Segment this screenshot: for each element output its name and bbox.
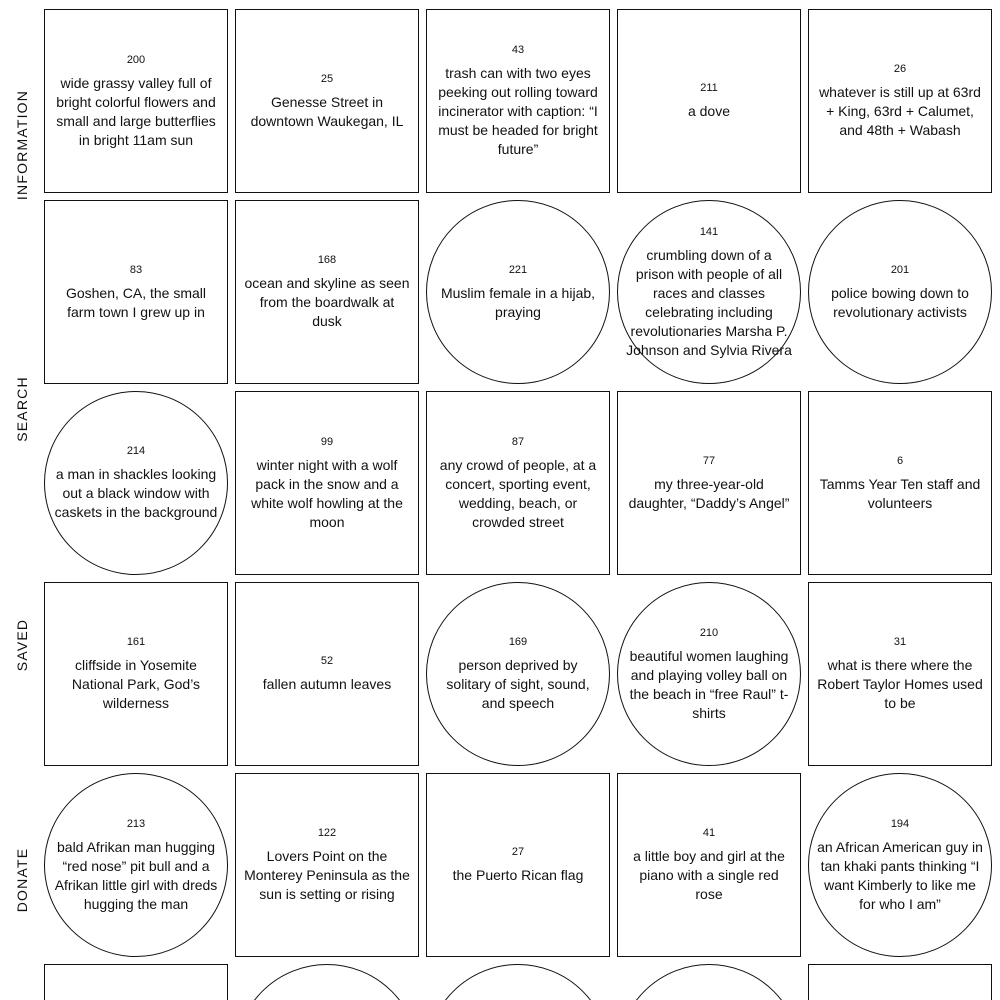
request-number: 6 bbox=[896, 454, 904, 467]
request-description: beautiful women laughing and playing volley ball on the beach in “free Raul” t-shirts bbox=[629, 647, 789, 721]
request-description: fallen autumn leaves bbox=[262, 676, 392, 692]
request-number: 221 bbox=[508, 263, 528, 276]
request-description: wide grassy valley full of bright colorful flowers and small and large butterflies in bright 11am sun bbox=[56, 74, 216, 148]
request-description: ocean and skyline as seen from the boardwalk at dusk bbox=[244, 275, 410, 329]
request-number: 43 bbox=[511, 44, 525, 56]
request-description: winter night with a wolf pack in the snow and a white wolf howling at the moon bbox=[251, 456, 403, 530]
request-card[interactable] bbox=[426, 964, 610, 1000]
request-number: 210 bbox=[699, 626, 719, 639]
request-number: 122 bbox=[317, 827, 337, 839]
request-description: crumbling down of a prison with people of all races and classes celebrating including revolutionaries Marsha P. Johnson and Sylvia Rivera bbox=[626, 246, 792, 358]
request-description: my three-year-old daughter, “Daddy’s Angel” bbox=[628, 475, 790, 511]
request-card[interactable] bbox=[426, 773, 610, 957]
request-card[interactable] bbox=[617, 200, 801, 384]
request-card[interactable] bbox=[235, 9, 419, 193]
request-card[interactable] bbox=[808, 964, 992, 1000]
request-card[interactable] bbox=[808, 391, 992, 575]
request-description: Genesse Street in downtown Waukegan, IL bbox=[250, 93, 404, 129]
request-card[interactable] bbox=[617, 391, 801, 575]
request-card[interactable] bbox=[426, 391, 610, 575]
request-number: 214 bbox=[126, 445, 146, 457]
request-number: 169 bbox=[508, 636, 528, 648]
nav-link-donate[interactable]: DONATE bbox=[14, 847, 30, 913]
request-card[interactable] bbox=[617, 964, 801, 1000]
request-card[interactable] bbox=[44, 391, 228, 575]
request-number: 27 bbox=[511, 846, 525, 858]
request-number: 201 bbox=[890, 263, 910, 276]
side-nav bbox=[0, 0, 44, 1000]
request-card[interactable] bbox=[235, 964, 419, 1000]
request-number: 26 bbox=[893, 63, 907, 75]
request-description: a man in shackles looking out a black window with caskets in the background bbox=[54, 466, 218, 520]
request-description: police bowing down to revolutionary activists bbox=[831, 284, 969, 320]
request-card[interactable] bbox=[235, 391, 419, 575]
request-card[interactable] bbox=[617, 773, 801, 957]
request-card[interactable] bbox=[426, 582, 610, 766]
request-number: 77 bbox=[702, 454, 716, 467]
nav-link-saved[interactable]: SAVED bbox=[14, 618, 30, 672]
image-request-grid bbox=[44, 9, 1000, 1000]
request-card[interactable] bbox=[44, 582, 228, 766]
request-number: 211 bbox=[700, 82, 718, 94]
request-number: 141 bbox=[699, 225, 719, 238]
request-card[interactable] bbox=[235, 773, 419, 957]
request-description: trash can with two eyes peeking out rolling toward incinerator with caption: “I must be headed for bright future” bbox=[438, 65, 598, 157]
request-card[interactable] bbox=[235, 582, 419, 766]
request-card[interactable] bbox=[808, 9, 992, 193]
request-number: 31 bbox=[893, 636, 907, 648]
request-card[interactable] bbox=[426, 200, 610, 384]
request-card[interactable] bbox=[235, 200, 419, 384]
request-description: whatever is still up at 63rd + King, 63rd + Calumet, and 48th + Wabash bbox=[819, 84, 981, 138]
request-number: 41 bbox=[702, 827, 716, 839]
request-description: bald Afrikan man hugging “red nose” pit bull and a Afrikan little girl with dreds hugging the man bbox=[54, 838, 218, 912]
request-number: 168 bbox=[317, 254, 337, 266]
request-card[interactable] bbox=[44, 9, 228, 193]
request-description: an African American guy in tan khaki pants thinking “I want Kimberly to like me for who I am” bbox=[817, 838, 983, 912]
request-description: Lovers Point on the Monterey Peninsula as the sun is setting or rising bbox=[244, 848, 410, 902]
request-number: 213 bbox=[126, 817, 146, 830]
request-card[interactable] bbox=[808, 582, 992, 766]
request-description: a dove bbox=[687, 103, 731, 119]
request-card[interactable] bbox=[617, 9, 801, 193]
request-card[interactable] bbox=[44, 200, 228, 384]
request-number: 194 bbox=[890, 817, 910, 830]
request-description: cliffside in Yosemite National Park, God’s wilderness bbox=[71, 657, 201, 711]
request-card[interactable] bbox=[44, 964, 228, 1000]
request-description: Goshen, CA, the small farm town I grew up in bbox=[65, 284, 207, 320]
request-card[interactable] bbox=[808, 773, 992, 957]
request-description: the Puerto Rican flag bbox=[452, 867, 584, 883]
request-description: what is there where the Robert Taylor Homes used to be bbox=[817, 657, 983, 711]
request-card[interactable] bbox=[44, 773, 228, 957]
request-description: a little boy and girl at the piano with a single red rose bbox=[633, 848, 785, 902]
request-number: 52 bbox=[320, 655, 334, 667]
request-number: 99 bbox=[320, 435, 334, 448]
request-description: any crowd of people, at a concert, sporting event, wedding, beach, or crowded street bbox=[439, 456, 597, 530]
request-card[interactable] bbox=[617, 582, 801, 766]
request-number: 200 bbox=[126, 53, 146, 66]
request-description: person deprived by solitary of sight, sound, and speech bbox=[446, 657, 590, 711]
request-number: 87 bbox=[511, 435, 525, 448]
request-description: Muslim female in a hijab, praying bbox=[440, 284, 596, 320]
nav-link-search[interactable]: SEARCH bbox=[14, 376, 30, 442]
request-number: 25 bbox=[320, 72, 334, 85]
request-description: Tamms Year Ten staff and volunteers bbox=[819, 475, 981, 511]
request-number: 161 bbox=[126, 636, 146, 648]
request-number: 83 bbox=[129, 263, 143, 276]
request-card[interactable] bbox=[426, 9, 610, 193]
request-card[interactable] bbox=[808, 200, 992, 384]
nav-link-information[interactable]: INFORMATION bbox=[14, 89, 30, 201]
